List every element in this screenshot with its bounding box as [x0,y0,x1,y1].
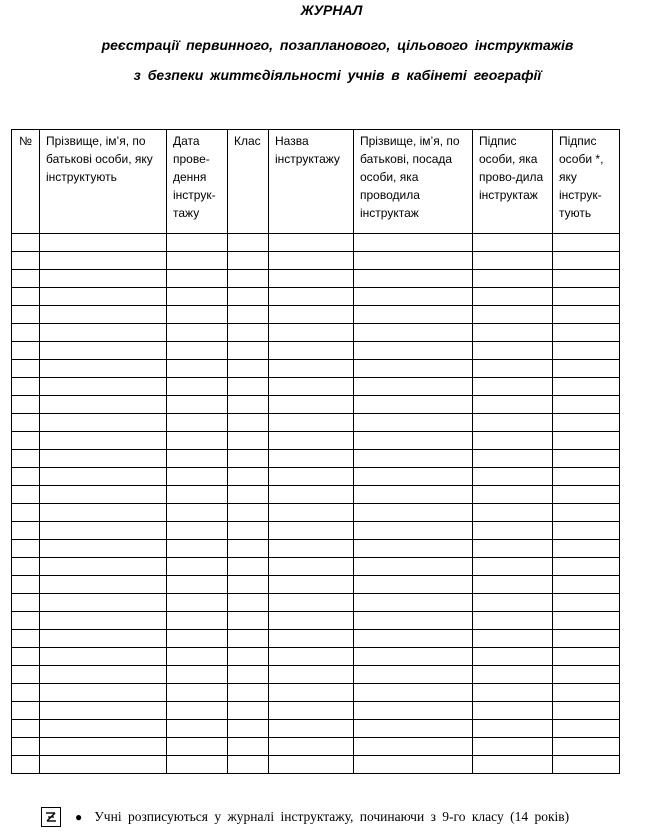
table-cell [228,360,269,378]
table-cell [40,378,167,396]
table-cell [473,504,553,522]
table-cell [40,720,167,738]
table-cell [553,468,620,486]
table-cell [354,504,473,522]
table-cell [354,594,473,612]
table-row [12,324,620,342]
table-cell [40,486,167,504]
table-cell [12,504,40,522]
table-cell [473,630,553,648]
table-cell [167,504,228,522]
table-cell [228,576,269,594]
table-cell [354,342,473,360]
table-cell [12,558,40,576]
table-cell [354,630,473,648]
table-cell [40,306,167,324]
table-cell [354,720,473,738]
table-cell [228,702,269,720]
table-cell [354,270,473,288]
table-cell [228,324,269,342]
table-cell [228,630,269,648]
table-row [12,414,620,432]
table-cell [473,360,553,378]
bullet-icon: ● [75,809,83,824]
table-cell [167,576,228,594]
table-cell [12,486,40,504]
table-cell [269,468,354,486]
table-cell [12,756,40,774]
table-cell [40,324,167,342]
table-cell [228,540,269,558]
table-cell [167,252,228,270]
table-cell [553,378,620,396]
table-cell [553,306,620,324]
table-cell [354,252,473,270]
table-cell [167,360,228,378]
table-cell [167,684,228,702]
table-cell [12,324,40,342]
table-cell [12,450,40,468]
table-cell [167,612,228,630]
table-cell [269,684,354,702]
table-cell [40,648,167,666]
table-row [12,504,620,522]
table-cell [167,378,228,396]
table-cell [269,540,354,558]
table-cell [269,414,354,432]
table-cell [228,270,269,288]
table-cell [553,558,620,576]
table-cell [354,540,473,558]
table-cell [473,522,553,540]
table-cell [269,324,354,342]
table-cell [354,288,473,306]
table-cell [167,756,228,774]
table-cell [40,252,167,270]
table-cell [473,684,553,702]
table-cell [228,396,269,414]
table-cell [553,702,620,720]
table-cell [473,414,553,432]
table-cell [354,576,473,594]
table-row [12,738,620,756]
table-row [12,630,620,648]
table-cell [269,594,354,612]
table-cell [269,522,354,540]
table-cell [167,540,228,558]
footnote-text: Учні розписуються у журналі інструктажу, починаючи з 9-го класу (14 років) [94,809,570,824]
table-row [12,756,620,774]
table-cell [228,720,269,738]
table-cell [269,450,354,468]
table-cell [40,594,167,612]
table-cell [12,342,40,360]
table-cell [167,414,228,432]
table-cell [473,612,553,630]
table-cell [228,666,269,684]
column-header-number: № [12,130,40,234]
table-cell [269,576,354,594]
table-cell [473,288,553,306]
table-cell [473,576,553,594]
table-row [12,540,620,558]
table-cell [473,594,553,612]
table-cell [167,432,228,450]
table-cell [228,306,269,324]
table-cell [473,648,553,666]
table-cell [473,738,553,756]
table-cell [553,432,620,450]
column-header-instructor-signature: Підпис особи, яка прово-дила інструктаж [473,130,553,234]
table-cell [228,486,269,504]
table-cell [40,288,167,306]
column-header-date: Дата прове-дення інструк-тажу [167,130,228,234]
table-cell [354,414,473,432]
table-cell [12,738,40,756]
table-row [12,594,620,612]
table-cell [12,252,40,270]
table-cell [553,648,620,666]
table-cell [40,396,167,414]
table-row [12,378,620,396]
table-cell [269,756,354,774]
table-cell [354,522,473,540]
table-cell [40,522,167,540]
table-cell [269,558,354,576]
table-cell [167,558,228,576]
table-cell [553,414,620,432]
column-header-student-signature: Підпис особи *, яку інструк-тують [553,130,620,234]
table-cell [40,450,167,468]
table-cell [40,558,167,576]
table-row [12,612,620,630]
table-row [12,342,620,360]
table-cell [553,684,620,702]
table-cell [269,486,354,504]
table-cell [228,450,269,468]
table-cell [12,594,40,612]
table-cell [269,666,354,684]
table-cell [40,360,167,378]
table-cell [473,702,553,720]
table-cell [40,612,167,630]
page-subtitle-2: з безпеки життєдіяльності учнів в кабінеті географії [133,67,542,83]
table-cell [354,666,473,684]
table-cell [228,738,269,756]
table-cell [473,486,553,504]
table-cell [473,756,553,774]
table-cell [12,234,40,252]
table-cell [473,432,553,450]
table-cell [40,270,167,288]
table-cell [269,738,354,756]
table-cell [228,468,269,486]
table-cell [269,378,354,396]
table-cell [354,486,473,504]
table-cell [553,738,620,756]
table-cell [167,234,228,252]
table-cell [473,396,553,414]
table-row [12,288,620,306]
table-cell [553,540,620,558]
table-cell [12,270,40,288]
table-cell [354,468,473,486]
table-row [12,360,620,378]
table-cell [553,594,620,612]
table-row [12,576,620,594]
table-cell [553,756,620,774]
table-cell [553,666,620,684]
table-row [12,648,620,666]
table-cell [473,558,553,576]
table-cell [269,504,354,522]
table-cell [228,594,269,612]
table-cell [553,324,620,342]
table-cell [473,252,553,270]
table-cell [167,342,228,360]
table-row [12,234,620,252]
table-cell [167,486,228,504]
table-cell [354,306,473,324]
table-cell [354,684,473,702]
table-cell [12,432,40,450]
table-cell [40,468,167,486]
table-cell [12,288,40,306]
table-cell [228,378,269,396]
table-cell [354,756,473,774]
table-cell [354,738,473,756]
table-cell [269,720,354,738]
table-cell [473,342,553,360]
table-cell [12,576,40,594]
table-cell [228,612,269,630]
table-cell [228,432,269,450]
table-cell [40,432,167,450]
table-cell [269,360,354,378]
table-cell [228,504,269,522]
table-cell [167,720,228,738]
table-cell [167,702,228,720]
table-cell [553,504,620,522]
table-cell [354,450,473,468]
table-cell [473,270,553,288]
table-cell [228,252,269,270]
table-cell [12,630,40,648]
table-row [12,486,620,504]
table-cell [12,414,40,432]
table-cell [553,270,620,288]
table-cell [354,396,473,414]
table-cell [40,540,167,558]
table-row [12,702,620,720]
table-cell [473,540,553,558]
table-row [12,306,620,324]
table-cell [40,666,167,684]
table-cell [40,756,167,774]
table-cell [473,234,553,252]
table-cell [12,378,40,396]
page-subtitle: реєстрації первинного, позапланового, цільового інструктажів [101,37,574,53]
journal-table [11,129,620,774]
table-cell [228,234,269,252]
table-row [12,522,620,540]
table-cell [12,612,40,630]
table-cell [553,522,620,540]
table-cell [40,702,167,720]
table-cell [553,252,620,270]
table-row [12,252,620,270]
table-cell [553,360,620,378]
table-cell [553,720,620,738]
note-icon [41,807,61,827]
table-cell [269,702,354,720]
table-cell [228,756,269,774]
table-cell [40,342,167,360]
table-cell [473,324,553,342]
table-cell [354,360,473,378]
table-cell [228,648,269,666]
table-cell [167,288,228,306]
table-cell [40,630,167,648]
table-cell [12,666,40,684]
table-cell [228,522,269,540]
table-cell [40,684,167,702]
table-row [12,450,620,468]
table-cell [269,252,354,270]
table-cell [167,594,228,612]
table-cell [473,306,553,324]
table-cell [553,486,620,504]
table-cell [167,468,228,486]
table-cell [40,414,167,432]
table-cell [40,504,167,522]
table-cell [12,648,40,666]
table-cell [553,396,620,414]
table-cell [269,432,354,450]
table-cell [167,522,228,540]
table-cell [167,324,228,342]
table-row [12,432,620,450]
table-cell [12,306,40,324]
table-cell [354,234,473,252]
table-row [12,396,620,414]
table-row [12,468,620,486]
table-cell [473,720,553,738]
table-cell [269,612,354,630]
table-cell [354,558,473,576]
table-cell [269,288,354,306]
table-cell [354,612,473,630]
table-row [12,684,620,702]
table-cell [553,612,620,630]
table-cell [553,576,620,594]
table-cell [12,468,40,486]
column-header-briefing-name: Назва інструктажу [269,130,354,234]
table-cell [553,630,620,648]
table-cell [473,450,553,468]
table-cell [12,360,40,378]
column-header-instructor: Прізвище, ім’я, по батькові, посада особи, яка проводила інструктаж [354,130,473,234]
table-cell [269,234,354,252]
table-cell [354,432,473,450]
table-cell [40,738,167,756]
table-cell [167,306,228,324]
footnote [41,805,569,829]
table-cell [12,396,40,414]
table-cell [269,630,354,648]
table-cell [269,306,354,324]
table-cell [167,666,228,684]
table-row [12,666,620,684]
table-row [12,558,620,576]
table-cell [167,396,228,414]
table-cell [473,378,553,396]
table-cell [167,630,228,648]
table-cell [354,378,473,396]
table-cell [167,270,228,288]
table-cell [354,324,473,342]
table-cell [553,234,620,252]
table-cell [167,738,228,756]
table-cell [228,288,269,306]
table-cell [12,540,40,558]
table-cell [12,720,40,738]
table-cell [269,342,354,360]
column-header-student-name: Прізвище, ім’я, по батькові особи, яку інструктують [40,130,167,234]
table-cell [228,414,269,432]
table-row [12,270,620,288]
table-cell [553,288,620,306]
table-cell [473,666,553,684]
table-cell [12,522,40,540]
table-cell [228,558,269,576]
table-cell [553,342,620,360]
table-cell [553,450,620,468]
table-cell [12,702,40,720]
table-cell [269,396,354,414]
table-cell [269,648,354,666]
table-cell [12,684,40,702]
table-cell [354,702,473,720]
table-cell [40,576,167,594]
table-cell [473,468,553,486]
table-cell [228,342,269,360]
table-cell [269,270,354,288]
column-header-class: Клас [228,130,269,234]
table-header-row [12,130,620,234]
table-cell [167,450,228,468]
table-cell [228,684,269,702]
page-title: ЖУРНАЛ [300,2,363,18]
table-cell [354,648,473,666]
table-cell [167,648,228,666]
table-row [12,720,620,738]
table-cell [40,234,167,252]
